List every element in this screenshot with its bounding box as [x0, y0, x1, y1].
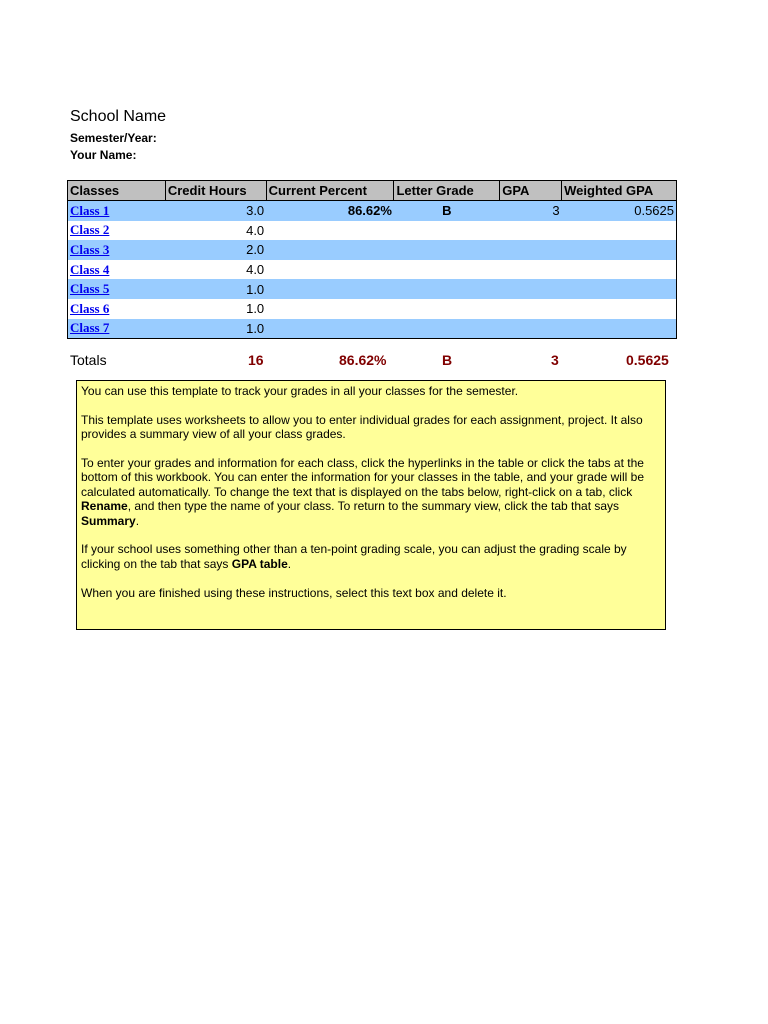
weighted-gpa-cell[interactable]: [562, 299, 677, 319]
class-link[interactable]: Class 3: [68, 240, 166, 260]
instructions-text: .: [287, 556, 292, 571]
letter-grade-cell[interactable]: B: [394, 201, 500, 221]
instructions-paragraph: You can use this template to track your grades in all your classes for the semester.: [81, 384, 519, 398]
gpa-cell[interactable]: [500, 279, 562, 299]
instructions-text: .: [135, 513, 140, 528]
instructions-text: To enter your grades and information for each class, click the hyperlinks in the table or click the tabs at the bottom of this workbook. You can enter the information for your classes in the table, and your grade will be calculated automatically. To change the text that is displayed on the tabs below, right-click on a tab, click: [81, 456, 644, 499]
totals-label: Totals: [70, 352, 107, 368]
totals-gpa: 3: [551, 352, 559, 368]
table-row: [68, 240, 677, 260]
letter-grade-cell[interactable]: [394, 240, 500, 260]
instructions-bold-rename: Rename: [81, 499, 128, 514]
instructions-paragraph: [81, 542, 661, 571]
semester-label: Semester/Year:: [70, 131, 157, 145]
letter-grade-cell[interactable]: [394, 299, 500, 319]
class-link[interactable]: Class 5: [68, 279, 166, 299]
totals-current-percent: 86.62%: [339, 352, 387, 368]
gpa-cell[interactable]: [500, 221, 562, 241]
credit-hours-cell[interactable]: 1.0: [165, 279, 266, 299]
current-percent-cell[interactable]: [266, 319, 394, 339]
current-percent-cell[interactable]: [266, 221, 394, 241]
totals-weighted-gpa: 0.5625: [626, 352, 669, 368]
weighted-gpa-cell[interactable]: [562, 240, 677, 260]
credit-hours-cell[interactable]: 3.0: [165, 201, 266, 221]
instructions-text: , and then type the name of your class. To return to the summary view, click the tab that says: [127, 499, 620, 514]
current-percent-cell[interactable]: [266, 279, 394, 299]
weighted-gpa-cell[interactable]: [562, 221, 677, 241]
col-header-weighted-gpa: Weighted GPA: [562, 181, 677, 201]
instructions-textbox[interactable]: [76, 380, 666, 630]
letter-grade-cell[interactable]: [394, 221, 500, 241]
weighted-gpa-cell[interactable]: [562, 260, 677, 280]
credit-hours-cell[interactable]: 1.0: [165, 299, 266, 319]
totals-credit-hours: 16: [248, 352, 264, 368]
instructions-paragraph: When you are finished using these instructions, select this text box and delete it.: [81, 585, 507, 600]
current-percent-cell[interactable]: [266, 240, 394, 260]
credit-hours-cell[interactable]: 4.0: [165, 260, 266, 280]
instructions-paragraph: This template uses worksheets to allow you to enter individual grades for each assignment, project. It also provides a summary view of all your class grades.: [81, 412, 643, 442]
current-percent-cell[interactable]: 86.62%: [266, 201, 394, 221]
school-name: School Name: [70, 108, 167, 125]
class-link[interactable]: Class 2: [68, 221, 166, 241]
gpa-cell[interactable]: 3: [500, 201, 562, 221]
weighted-gpa-cell[interactable]: [562, 279, 677, 299]
current-percent-cell[interactable]: [266, 260, 394, 280]
col-header-credit-hours: Credit Hours: [165, 181, 266, 201]
col-header-gpa: GPA: [500, 181, 562, 201]
table-row: [68, 279, 677, 299]
col-header-classes: Classes: [68, 181, 166, 201]
class-link[interactable]: Class 6: [68, 299, 166, 319]
gpa-cell[interactable]: [500, 319, 562, 339]
class-link[interactable]: Class 7: [68, 319, 166, 339]
current-percent-cell[interactable]: [266, 299, 394, 319]
instructions-paragraph: [81, 456, 661, 528]
gpa-cell[interactable]: [500, 299, 562, 319]
letter-grade-cell[interactable]: [394, 279, 500, 299]
instructions-bold-summary: Summary: [81, 513, 136, 528]
class-link[interactable]: Class 4: [68, 260, 166, 280]
table-row: [68, 260, 677, 280]
table-header-row: [68, 181, 677, 201]
your-name-label: Your Name:: [70, 148, 137, 162]
weighted-gpa-cell[interactable]: 0.5625: [562, 201, 677, 221]
col-header-current-percent: Current Percent: [266, 181, 394, 201]
col-header-letter-grade: Letter Grade: [394, 181, 500, 201]
grades-table: [67, 180, 677, 339]
table-row: [68, 299, 677, 319]
credit-hours-cell[interactable]: 2.0: [165, 240, 266, 260]
gpa-cell[interactable]: [500, 240, 562, 260]
instructions-text: If your school uses something other than a ten-point grading scale, you can adjust the grading scale by clicking on the tab that says: [81, 542, 627, 571]
table-row: [68, 221, 677, 241]
table-row: [68, 319, 677, 339]
letter-grade-cell[interactable]: [394, 260, 500, 280]
letter-grade-cell[interactable]: [394, 319, 500, 339]
table-row: [68, 201, 677, 221]
credit-hours-cell[interactable]: 1.0: [165, 319, 266, 339]
credit-hours-cell[interactable]: 4.0: [165, 221, 266, 241]
totals-letter-grade: B: [442, 352, 453, 368]
weighted-gpa-cell[interactable]: [562, 319, 677, 339]
gpa-cell[interactable]: [500, 260, 562, 280]
class-link[interactable]: Class 1: [68, 201, 166, 221]
totals-row: [0, 352, 768, 370]
instructions-bold-gpa-table: GPA table: [231, 556, 288, 571]
